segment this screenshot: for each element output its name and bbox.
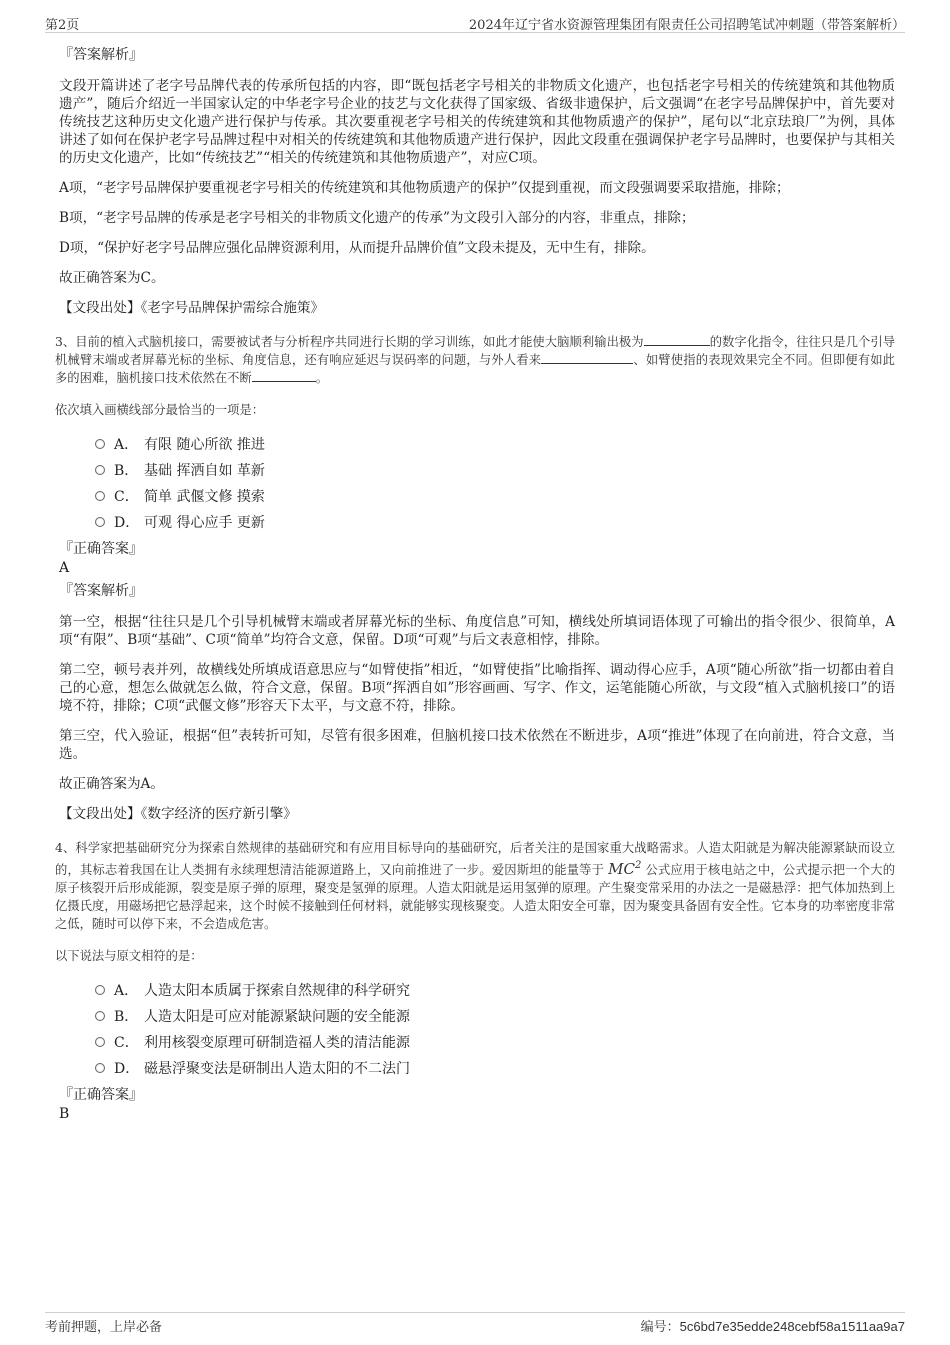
analysis-paragraph: 故正确答案为A。 — [59, 776, 164, 792]
option-list — [95, 977, 895, 1081]
option-letter: A． — [114, 983, 139, 999]
page-header — [45, 12, 905, 33]
stem-text: 3、目前的植入式脑机接口，需要被试者与分析程序共同进行长期的学习训练，如此才能使大脑顺利输出极为 — [55, 335, 644, 349]
source-title: 《数字经济的医疗新引擎》 — [140, 806, 297, 822]
radio-icon[interactable] — [95, 1063, 105, 1073]
option-text: 利用核裂变原理可研制造福人类的清洁能源 — [144, 1035, 410, 1051]
question-prompt: 依次填入画横线部分最恰当的一项是： — [55, 403, 265, 417]
correct-answer-value: A — [59, 560, 70, 576]
formula — [608, 860, 641, 878]
page-number: 第2页 — [45, 18, 80, 33]
option-d[interactable] — [95, 1055, 895, 1081]
option-text: 人造太阳是可应对能源紧缺问题的安全能源 — [144, 1009, 410, 1025]
formula-base: MC — [608, 860, 635, 878]
q2-analysis — [55, 45, 895, 317]
option-letter: B． — [114, 1009, 139, 1025]
stem-text: 4、科学家把基础研究分为探索自然规律的基础研究和有应用目标导向的基础研究，后者关注的是国家重大战略需求。人造太阳就是为解决能源紧缺而设立的，其标志着我国在让人类拥有永续理想清洁能源道路上，又向前推进了一步。爱因斯坦的能量等于 — [55, 841, 895, 877]
question-4 — [55, 839, 895, 1123]
stem-text: 。 — [315, 371, 329, 385]
analysis-label: 『答案解析』 — [59, 47, 143, 63]
analysis-paragraph: 文段开篇讲述了老字号品牌代表的传承所包括的内容，即“既包括老字号相关的非物质文化遗产，也包括老字号相关的传统建筑和其他物质遗产”，随后介绍近一半国家认定的中华老字号企业的技艺与文化获得了国家级、省级非遗保护，后文强调“在老字号品牌保护中，首先要对传统技艺这种历史文化遗产进行保护与传承。其次要重视老字号相关的传统建筑和其他物质遗产的保护”，尾句以“北京珐琅厂”为例，具体讲述了如何在保护老字号品牌过程中对相关的传统建筑和其他物质遗产进行保护，因此文段重在强调保护老字号品牌时，也要保护与其相关的历史文化遗产，比如“传统技艺”“相关的传统建筑和其他物质遗产”，对应C项。 — [59, 78, 895, 166]
option-a[interactable] — [95, 431, 895, 457]
option-text: 基础 挥洒自如 革新 — [144, 463, 265, 479]
option-c[interactable] — [95, 1029, 895, 1055]
option-text: 简单 武偃文修 摸索 — [144, 489, 265, 505]
blank-line — [541, 351, 633, 364]
option-letter: D． — [114, 515, 140, 531]
option-letter: C． — [114, 1035, 139, 1051]
analysis-label: 『答案解析』 — [59, 583, 143, 599]
option-letter: D． — [114, 1061, 140, 1077]
option-c[interactable] — [95, 483, 895, 509]
option-d[interactable] — [95, 509, 895, 535]
option-list — [95, 431, 895, 535]
radio-icon[interactable] — [95, 1037, 105, 1047]
analysis-paragraph: 第一空，根据“往往只是几个引导机械臂末端或者屏幕光标的坐标、角度信息”可知，横线处所填词语体现了可输出的指令很少、很简单，A项“有限”、B项“基础”、C项“简单”均符合文意，保留。D项“可观”与后文表意相悖，排除。 — [59, 614, 895, 648]
document-title: 2024年辽宁省水资源管理集团有限责任公司招聘笔试冲刺题（带答案解析） — [468, 18, 905, 33]
correct-answer-label: 『正确答案』 — [59, 1087, 143, 1103]
option-text: 可观 得心应手 更新 — [144, 515, 265, 531]
radio-icon[interactable] — [95, 517, 105, 527]
option-letter: A． — [114, 437, 139, 453]
option-b[interactable] — [95, 1003, 895, 1029]
question-prompt: 以下说法与原文相符的是： — [55, 949, 203, 963]
analysis-paragraph: 故正确答案为C。 — [59, 270, 165, 286]
radio-icon[interactable] — [95, 491, 105, 501]
radio-icon[interactable] — [95, 1011, 105, 1021]
analysis-paragraph: A项，“老字号品牌保护要重视老字号相关的传统建筑和其他物质遗产的保护”仅提到重视，而文段强调要采取措施，排除； — [59, 180, 790, 196]
option-a[interactable] — [95, 977, 895, 1003]
document-code — [641, 1316, 905, 1335]
formula-exponent: 2 — [635, 860, 642, 871]
source-label: 【文段出处】 — [59, 300, 141, 316]
page-footer — [45, 1312, 905, 1335]
option-letter: C． — [114, 489, 139, 505]
analysis-paragraph: 第二空，顿号表并列，故横线处所填成语意思应与“如臂使指”相近，“如臂使指”比喻指挥、调动得心应手，A项“随心所欲”指一切都由着自己的心意，想怎么做就怎么做，符合文意，保留。B项“挥洒自如”形容画画、写字、作文，运笔能随心所欲，与文段“植入式脑机接口”的语境不符，排除；C项“武偃文修”形容天下太平，与文意不符，排除。 — [59, 662, 895, 714]
blank-line — [252, 369, 316, 382]
source-citation — [59, 299, 895, 317]
stem-text: 、如臂使指的表现效果完全不同。但即便有如此多的困难，脑机接口技术依然在不断 — [55, 353, 895, 385]
option-text: 磁悬浮聚变法是研制出人造太阳的不二法门 — [144, 1061, 410, 1077]
option-letter: B． — [114, 463, 139, 479]
question-stem — [55, 839, 895, 933]
radio-icon[interactable] — [95, 985, 105, 995]
correct-answer-value: B — [59, 1106, 70, 1122]
source-citation — [59, 805, 895, 823]
option-text: 有限 随心所欲 推进 — [144, 437, 265, 453]
analysis-paragraph: B项，“老字号品牌的传承是老字号相关的非物质文化遗产的传承”为文段引入部分的内容，非重点，排除； — [59, 210, 695, 226]
analysis-paragraph: 第三空，代入验证，根据“但”表转折可知，尽管有很多困难，但脑机接口技术依然在不断进步，A项“推进”体现了在向前进，符合文意，当选。 — [59, 728, 895, 762]
code-value: 5c6bd7e35edde248cebf58a1511aa9a7 — [679, 1319, 905, 1334]
code-label: 编号： — [640, 1320, 680, 1335]
option-b[interactable] — [95, 457, 895, 483]
main-content — [55, 45, 895, 1127]
source-title: 《老字号品牌保护需综合施策》 — [140, 300, 325, 316]
stem-text: 公式应用于核电站之中，公式提示把一个大的原子核裂开后形成能源，裂变是原子弹的原理，聚变是氢弹的原理。人造太阳就是运用氢弹的原理。产生聚变常采用的办法之一是磁悬浮：把气体加热到上亿摄氏度，用磁场把它悬浮起来，这个时候不接触到任何材料，就能够实现核聚变。人造太阳安全可靠，因为聚变具备固有安全性。它本身的功率密度非常之低，随时可以停下来，不会造成危害。 — [55, 863, 895, 931]
source-label: 【文段出处】 — [59, 806, 141, 822]
stem-text: 的数字化指令，往往只是几个引导机械臂末端或者屏幕光标的坐标、角度信息，还有响应延迟与误码率的问题，与外人看来 — [55, 335, 895, 367]
analysis-paragraph: D项，“保护好老字号品牌应强化品牌资源利用，从而提升品牌价值”文段未提及，无中生有，排除。 — [59, 240, 655, 256]
correct-answer-label: 『正确答案』 — [59, 541, 143, 557]
footer-slogan: 考前押题，上岸必备 — [45, 1320, 163, 1335]
blank-line — [644, 333, 710, 346]
radio-icon[interactable] — [95, 439, 105, 449]
question-stem — [55, 333, 895, 387]
question-3 — [55, 333, 895, 823]
radio-icon[interactable] — [95, 465, 105, 475]
option-text: 人造太阳本质属于探索自然规律的科学研究 — [144, 983, 410, 999]
